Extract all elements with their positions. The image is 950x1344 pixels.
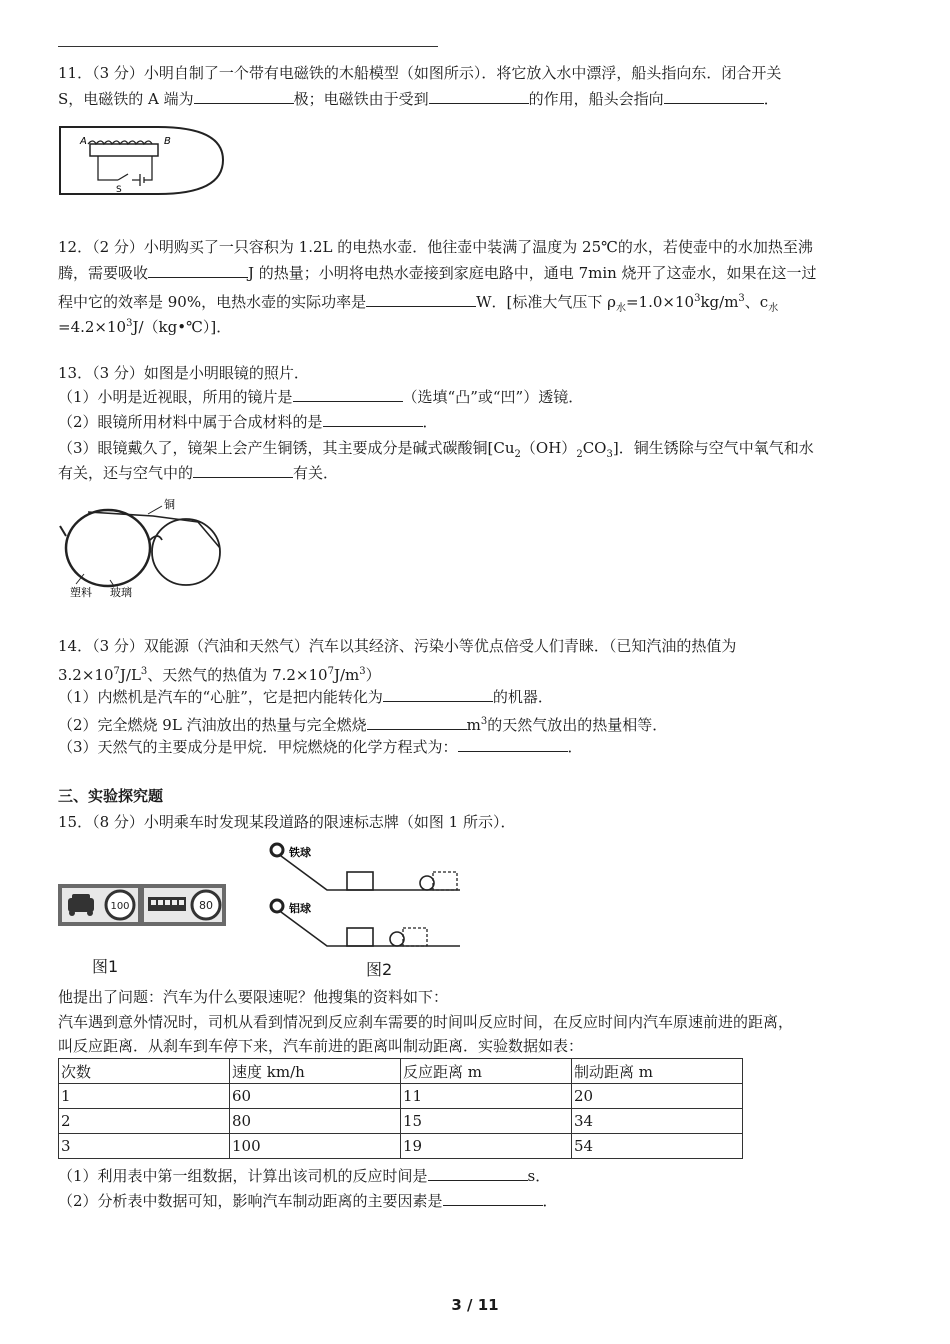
q14-blank-1[interactable]: [383, 686, 493, 702]
q12-line4: $=4.2\times 10^3J/(kg•℃)$]．: [58, 318, 232, 336]
q13-line1: 13．（3 分）如图是小明眼镜的照片．: [58, 364, 309, 382]
q15-blank-2[interactable]: [443, 1190, 543, 1206]
q13-line5: 有关，还与空气中的 有关．: [58, 464, 339, 482]
q12-line1: 12．（2 分）小明购买了一只容积为 1.2L 的电热水壶．他往壶中装满了温度为 25℃的水，若使壶中的水加热至沸: [58, 238, 813, 256]
q15-fig1-speed-signs: [58, 884, 226, 926]
table-header-cell: 制动距离 m: [572, 1059, 743, 1084]
q14-blank-2[interactable]: [367, 714, 467, 730]
q15-sub1: （1）利用表中第一组数据，计算出该司机的反应时间是 s．: [58, 1167, 551, 1185]
table-cell: 19: [401, 1134, 572, 1159]
q15-fig2-al-label: 铝球: [289, 902, 311, 915]
q12-line3: 程中它的效率是 90%，电热水壶的实际功率是 W．[标准大气压下 $\rho_水=1.0\times 10^3kg/m^3$、$c_水$: [58, 293, 779, 314]
q15-line2: 他提出了问题：汽车为什么要限速呢？他搜集的资料如下：: [58, 988, 449, 1006]
q13-fig-label-glass: 玻璃: [110, 586, 132, 599]
table-row: [59, 1109, 743, 1134]
table-header-cell: 次数: [59, 1059, 230, 1084]
table-header-cell: 反应距离 m: [401, 1059, 572, 1084]
q14-blank-3[interactable]: [458, 736, 568, 752]
q13-blank-3[interactable]: [193, 462, 293, 478]
table-header-cell: 速度 km/h: [230, 1059, 401, 1084]
q13-glasses-figure: [58, 496, 228, 606]
q15-fig2-iron-label: 铁球: [289, 846, 311, 859]
table-cell: 34: [572, 1109, 743, 1134]
q11-line2: S，电磁铁的 A 端为 极；电磁铁由于受到 的作用，船头会指向 ．: [58, 90, 779, 108]
q15-sub2: （2）分析表中数据可知，影响汽车制动距离的主要因素是 ．: [58, 1192, 558, 1210]
section-title: 三、实验探究题: [58, 787, 164, 805]
q15-line3: 汽车遇到意外情况时，司机从看到情况到反应刹车需要的时间叫反应时间，在反应时间内汽车原速前进的距离，: [58, 1013, 794, 1031]
page-number: 3 / 11: [451, 1296, 499, 1314]
table-cell: 15: [401, 1109, 572, 1134]
q12-blank-1[interactable]: [148, 262, 248, 278]
table-header-row: [59, 1059, 743, 1084]
q15-line4: 叫反应距离．从刹车到车停下来，汽车前进的距离叫制动距离．实验数据如表：: [58, 1037, 584, 1055]
q15-fig2-ramps: [265, 838, 465, 952]
q15-line1: 15．（8 分）小明乘车时发现某段道路的限速标志牌（如图 1 所示）．: [58, 813, 516, 831]
q14-line4: （2）完全燃烧 9L 汽油放出的热量与完全燃烧 $m^3$的天然气放出的热量相等．: [58, 716, 668, 734]
q12-blank-2[interactable]: [366, 291, 476, 307]
q15-fig1-label: 图1: [92, 957, 119, 976]
q13-blank-1[interactable]: [293, 386, 403, 402]
table-cell: 60: [230, 1084, 401, 1109]
q14-line3: （1）内燃机是汽车的“心脏”，它是把内能转化为 的机器．: [58, 688, 553, 706]
q11-fig-label-a: A: [80, 136, 87, 147]
q11-line1: 11．（3 分）小明自制了一个带有电磁铁的木船模型（如图所示）．将它放入水中漂浮，船头指向东．闭合开关: [58, 64, 782, 82]
q13-line3: （2）眼镜所用材料中属于合成材料的是 ．: [58, 413, 438, 431]
table-row: [59, 1134, 743, 1159]
q13-fig-label-plastic: 塑料: [70, 586, 92, 599]
table-cell: 100: [230, 1134, 401, 1159]
q15-sign1-label: 100: [110, 901, 130, 912]
q14-line1: 14．（3 分）双能源（汽油和天然气）汽车以其经济、污染小等优点倍受人们青睐．（已知汽油的热值为: [58, 637, 737, 655]
table-cell: 54: [572, 1134, 743, 1159]
q13-blank-2[interactable]: [323, 411, 423, 427]
table-cell: 1: [59, 1084, 230, 1109]
table-cell: 80: [230, 1109, 401, 1134]
q15-data-table: [58, 1058, 743, 1159]
q13-line2: （1）小明是近视眼，所用的镜片是 （选填“凸”或“凹”）透镜．: [58, 388, 584, 406]
q14-line2: $3.2\times 10^7J/L^3$、天然气的热值为 $7.2\times 10^7J/m^3$）: [58, 666, 381, 684]
q15-sign2-label: 80: [199, 899, 213, 912]
q14-line5: （3）天然气的主要成分是甲烷．甲烷燃烧的化学方程式为： ．: [58, 738, 583, 756]
table-cell: 11: [401, 1084, 572, 1109]
table-cell: 20: [572, 1084, 743, 1109]
q11-blank-2[interactable]: [429, 88, 529, 104]
q12-line2: 腾，需要吸收 J 的热量；小明将电热水壶接到家庭电路中，通电 7min 烧开了这壶水，如果在这一过: [58, 264, 817, 282]
table-row: [59, 1084, 743, 1109]
q11-fig-label-b: B: [164, 136, 171, 147]
q11-boat-figure: [58, 122, 228, 200]
table-cell: 3: [59, 1134, 230, 1159]
q11-blank-1[interactable]: [194, 88, 294, 104]
q15-fig2-label: 图2: [366, 960, 393, 979]
q15-blank-1[interactable]: [428, 1165, 528, 1181]
q13-fig-label-copper: 铜: [164, 498, 175, 511]
header-rule: [58, 46, 438, 47]
q11-blank-3[interactable]: [664, 88, 764, 104]
q11-fig-label-s: S: [116, 185, 122, 195]
q13-line4: （3）眼镜戴久了，镜架上会产生铜锈，其主要成分是碱式碳酸铜$[Cu_2(OH)_2CO_3]$．铜生锈除与空气中氧气和水: [58, 439, 814, 460]
table-cell: 2: [59, 1109, 230, 1134]
